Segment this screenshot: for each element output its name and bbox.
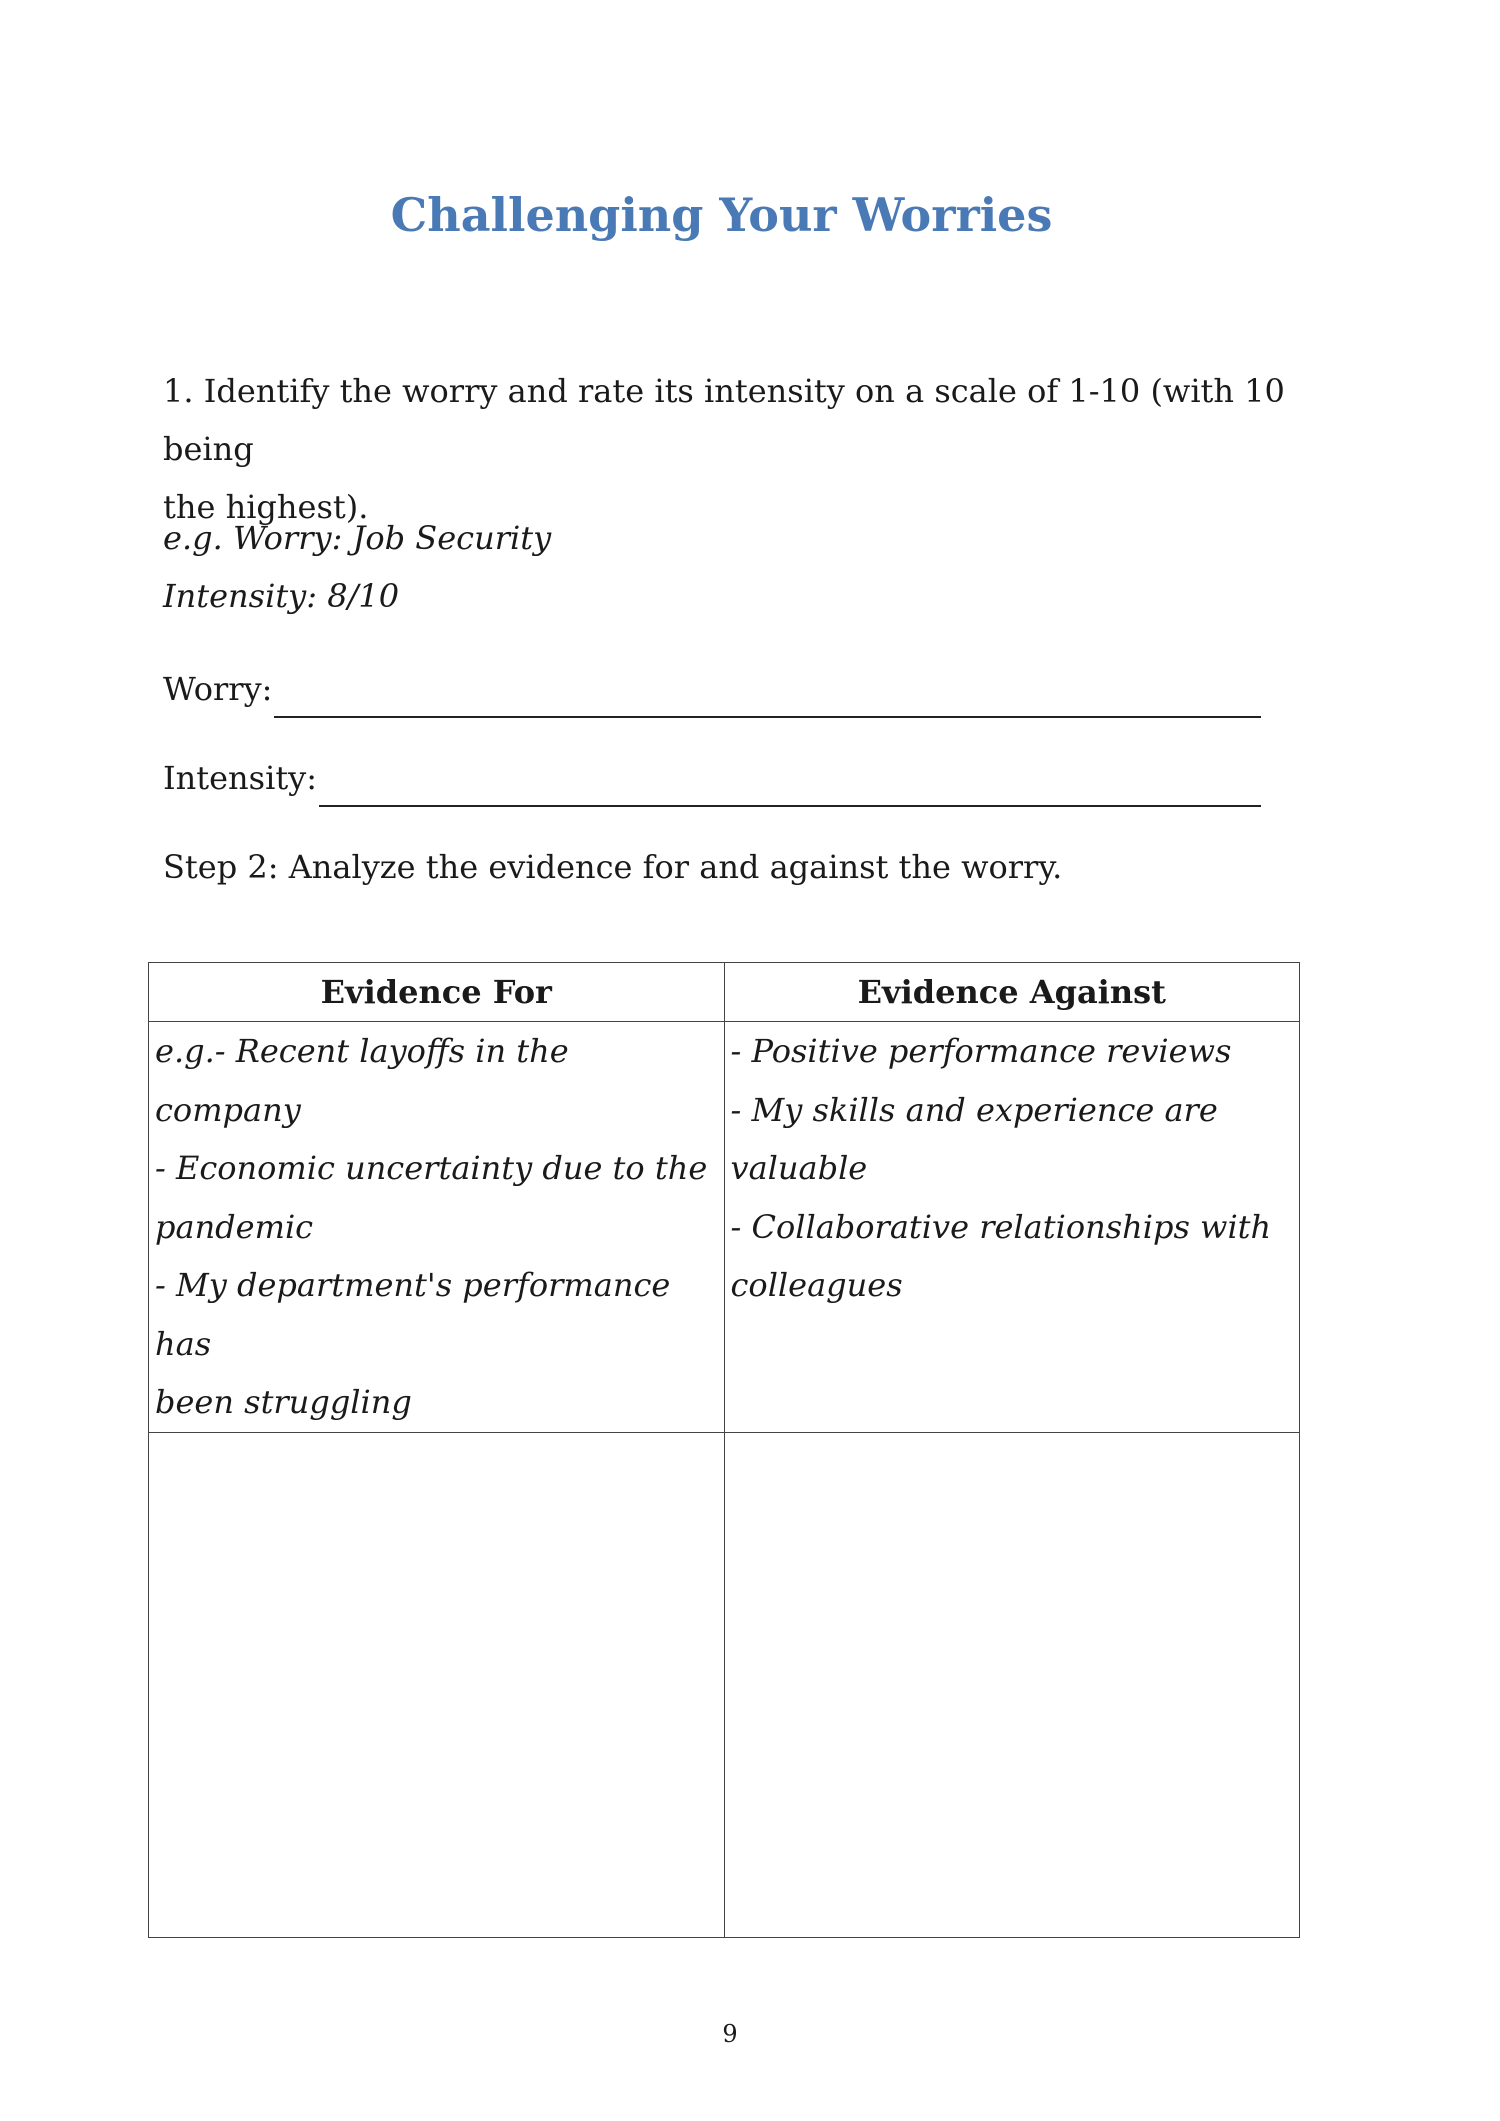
list-item: been struggling (155, 1383, 412, 1421)
worry-label: Worry: (163, 670, 273, 708)
evidence-against-example-cell (724, 1022, 1300, 1433)
intensity-label: Intensity: (163, 759, 318, 797)
page-title: Challenging Your Worries (390, 188, 1053, 242)
list-item: - My department's performance has (155, 1266, 671, 1363)
table-example-row (149, 1022, 1300, 1433)
step1-line2: the highest). (163, 488, 369, 526)
list-item: e.g.- Recent layoffs in the company (155, 1032, 569, 1129)
worry-blank-line[interactable] (274, 676, 1261, 718)
list-item: valuable (730, 1149, 868, 1187)
list-item: - Positive performance reviews (730, 1032, 1232, 1070)
example-intensity: Intensity: 8/10 (163, 577, 400, 615)
list-item: colleagues (730, 1266, 903, 1304)
header-evidence-against: Evidence Against (724, 963, 1300, 1022)
evidence-table (148, 962, 1300, 1938)
intensity-blank-line[interactable] (319, 765, 1261, 807)
list-item: - My skills and experience are (730, 1090, 1218, 1129)
header-evidence-for: Evidence For (149, 963, 725, 1022)
list-item: - Collaborative relationships with (730, 1207, 1272, 1246)
list-item: - Economic uncertainty due to the (155, 1149, 708, 1187)
evidence-for-example-cell (149, 1022, 725, 1433)
step1-example (163, 509, 1303, 625)
step1-line1: 1. Identify the worry and rate its intensity on a scale of 1-10 (with 10 being (163, 372, 1285, 468)
page-number: 9 (722, 2020, 738, 2048)
worry-field[interactable] (163, 660, 1261, 718)
list-item: pandemic (155, 1207, 314, 1246)
evidence-against-input-cell[interactable] (724, 1432, 1300, 1938)
example-worry: e.g. Worry: Job Security (163, 519, 552, 557)
evidence-for-input-cell[interactable] (149, 1432, 725, 1938)
step2-instructions: Step 2: Analyze the evidence for and against the worry. (163, 848, 1063, 886)
table-header-row (149, 963, 1300, 1022)
table-blank-row (149, 1432, 1300, 1938)
intensity-field[interactable] (163, 749, 1261, 807)
